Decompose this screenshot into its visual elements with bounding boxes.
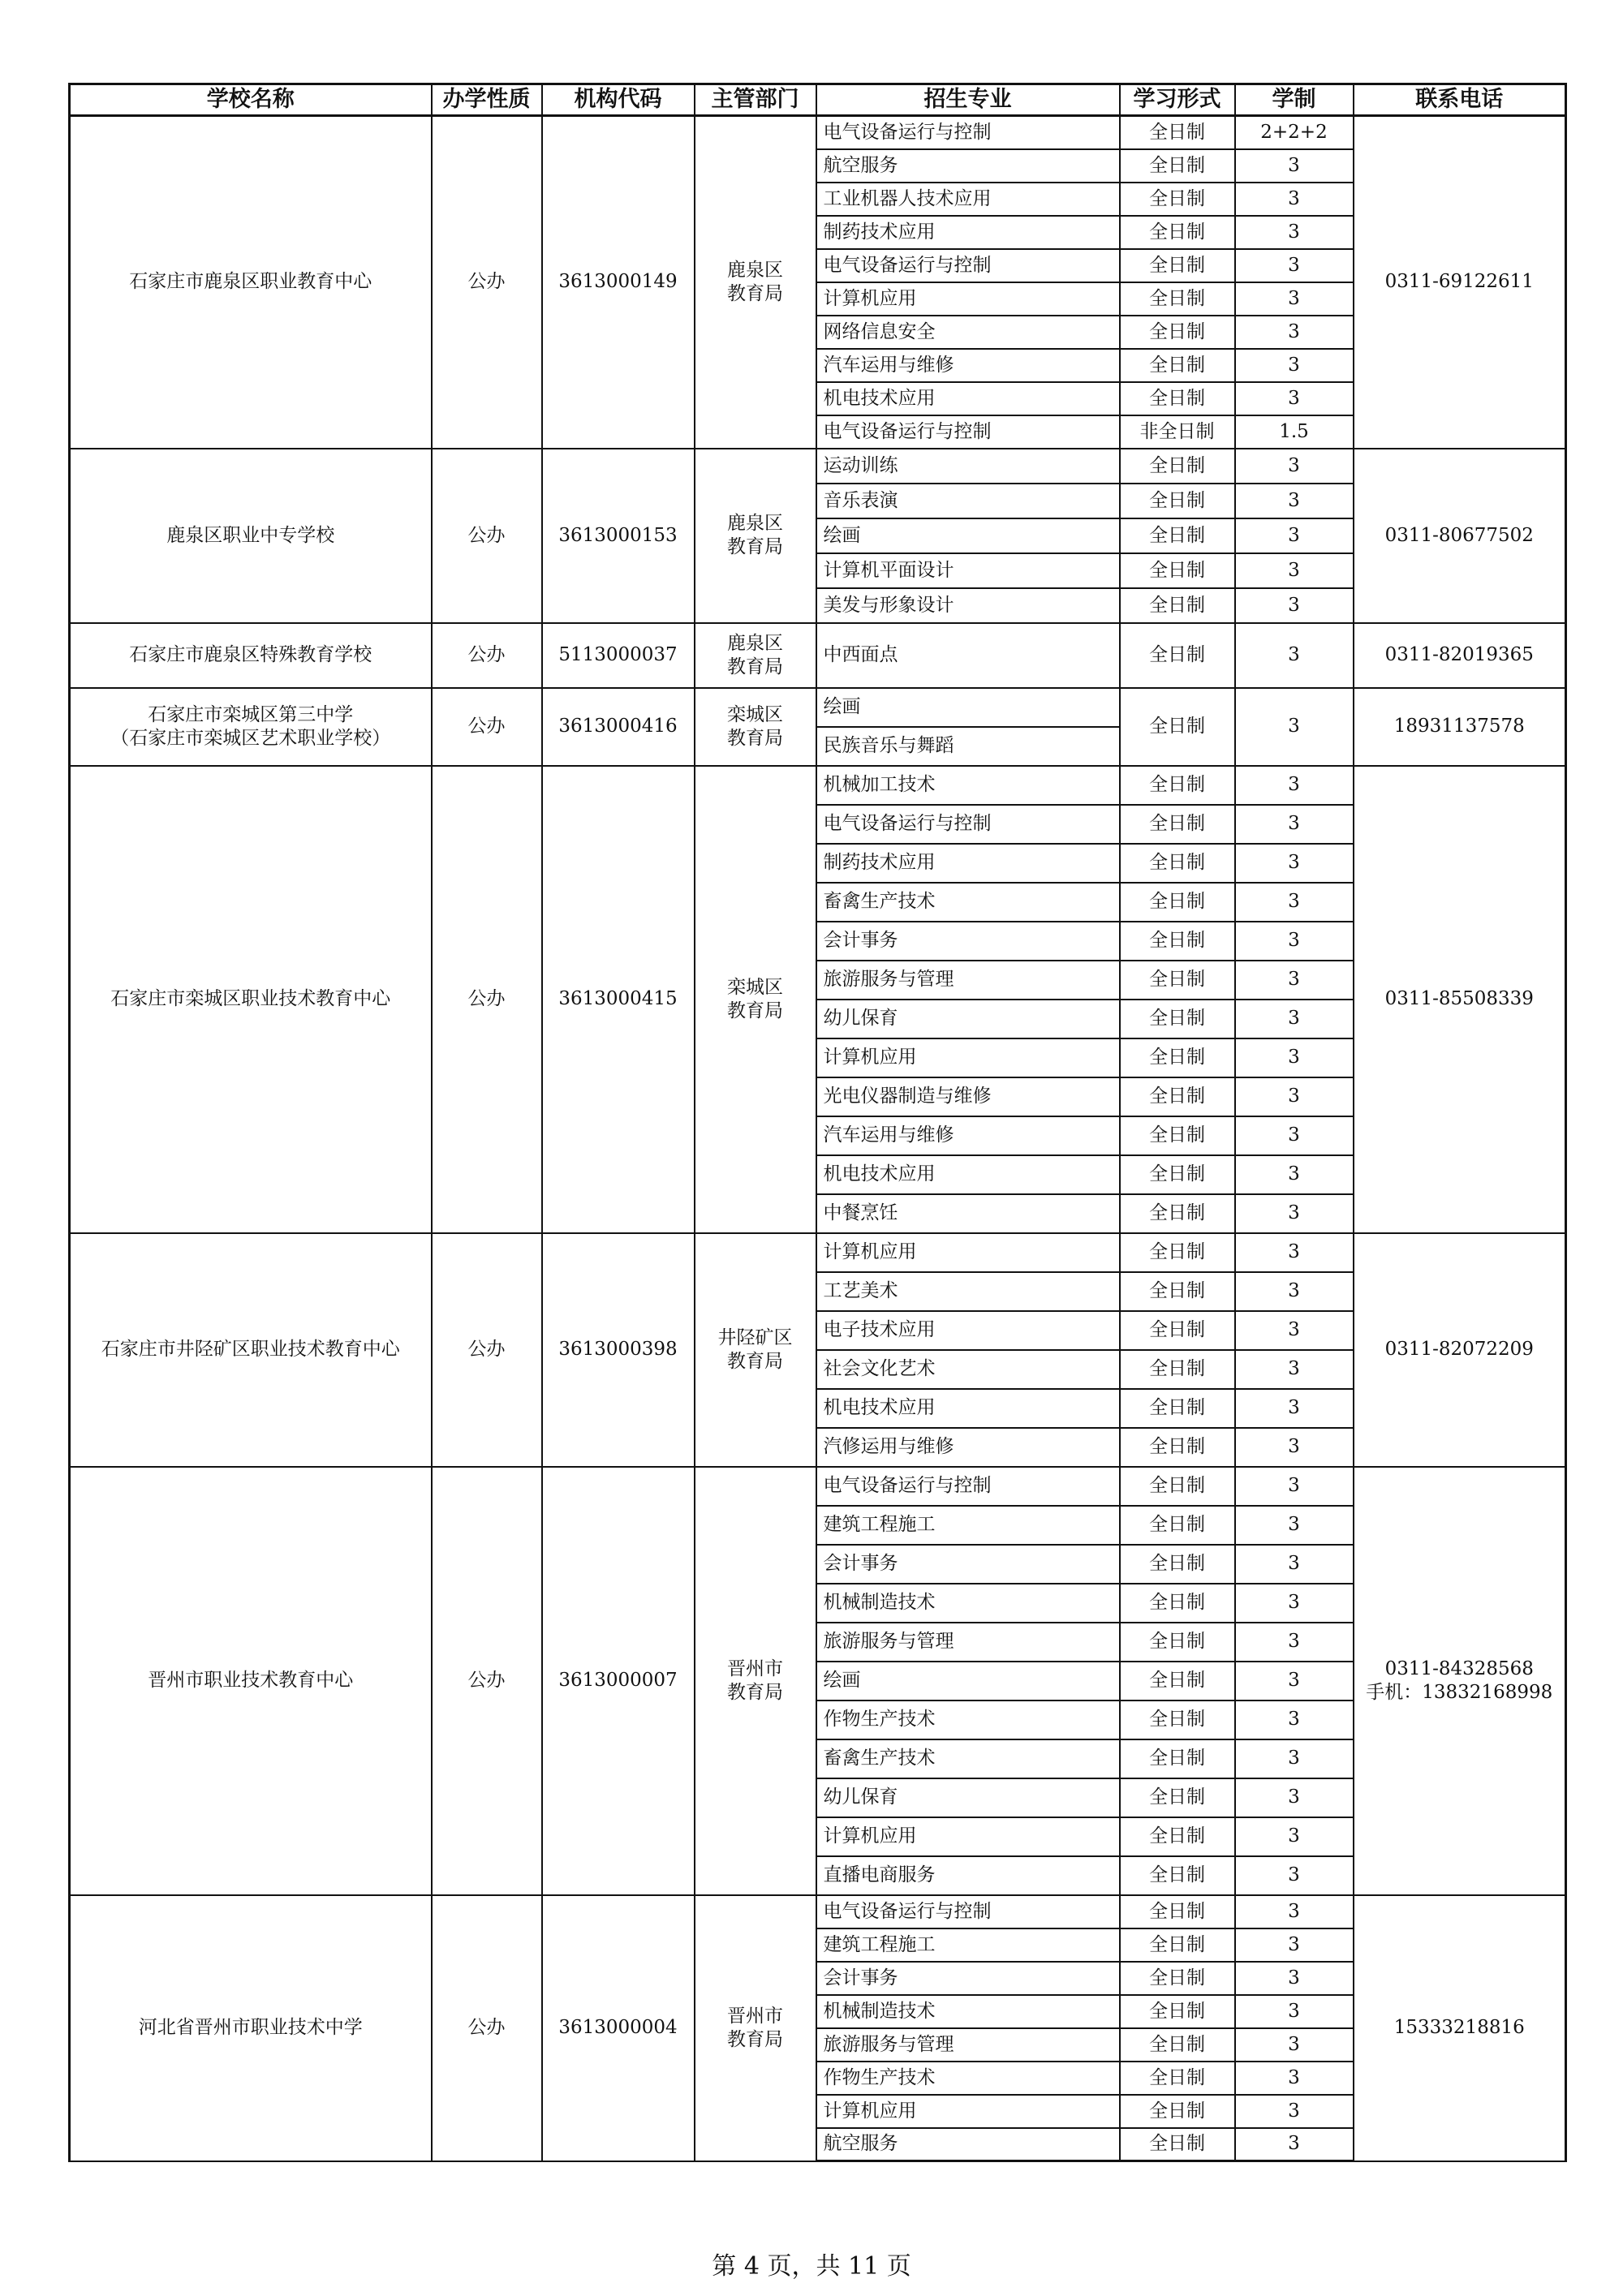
major-name: 直播电商服务 [816, 1856, 1120, 1895]
contact-phone: 0311-69122611 [1354, 116, 1566, 449]
major-name: 会计事务 [816, 922, 1120, 961]
study-years: 3 [1235, 2028, 1354, 2062]
institution-code: 3613000149 [542, 116, 695, 449]
study-form: 全日制 [1120, 1194, 1235, 1233]
table-row [70, 1467, 1566, 1506]
study-form: 全日制 [1120, 382, 1235, 415]
study-years: 3 [1235, 688, 1354, 766]
major-name: 畜禽生产技术 [816, 883, 1120, 922]
study-years: 3 [1235, 1817, 1354, 1856]
study-years: 3 [1235, 2128, 1354, 2161]
header-dept: 主管部门 [695, 84, 816, 116]
study-years: 3 [1235, 316, 1354, 349]
study-form: 全日制 [1120, 1856, 1235, 1895]
study-form: 全日制 [1120, 1895, 1235, 1928]
school-name: 河北省晋州市职业技术中学 [70, 1895, 432, 2161]
study-years: 3 [1235, 1662, 1354, 1701]
major-name: 航空服务 [816, 149, 1120, 183]
major-name: 旅游服务与管理 [816, 961, 1120, 1000]
study-years: 3 [1235, 249, 1354, 282]
supervising-dept: 晋州市 教育局 [695, 1467, 816, 1895]
study-form: 全日制 [1120, 844, 1235, 883]
study-form: 全日制 [1120, 1995, 1235, 2028]
supervising-dept: 栾城区 教育局 [695, 766, 816, 1233]
major-name: 电气设备运行与控制 [816, 1467, 1120, 1506]
study-years: 3 [1235, 623, 1354, 688]
study-years: 3 [1235, 1272, 1354, 1311]
major-name: 电气设备运行与控制 [816, 1895, 1120, 1928]
study-years: 3 [1235, 961, 1354, 1000]
study-years: 3 [1235, 1701, 1354, 1739]
major-name: 美发与形象设计 [816, 588, 1120, 623]
major-name: 作物生产技术 [816, 1701, 1120, 1739]
table-row [70, 623, 1566, 688]
major-name: 工业机器人技术应用 [816, 183, 1120, 216]
study-years: 3 [1235, 1467, 1354, 1506]
major-name: 计算机应用 [816, 1817, 1120, 1856]
major-name: 幼儿保育 [816, 1778, 1120, 1817]
study-years: 3 [1235, 1155, 1354, 1194]
study-years: 3 [1235, 518, 1354, 553]
study-form: 全日制 [1120, 805, 1235, 844]
institution-code: 3613000007 [542, 1467, 695, 1895]
header-form: 学习形式 [1120, 84, 1235, 116]
study-form: 全日制 [1120, 1584, 1235, 1623]
major-name: 会计事务 [816, 1545, 1120, 1584]
supervising-dept: 晋州市 教育局 [695, 1895, 816, 2161]
study-form: 全日制 [1120, 1233, 1235, 1272]
study-form: 非全日制 [1120, 415, 1235, 449]
page-footer: 第 4 页，共 11 页 [712, 2252, 911, 2281]
contact-phone: 0311-82072209 [1354, 1233, 1566, 1467]
enrollment-table [68, 83, 1567, 2162]
major-name: 民族音乐与舞蹈 [816, 727, 1120, 766]
contact-phone: 18931137578 [1354, 688, 1566, 766]
supervising-dept: 鹿泉区 教育局 [695, 449, 816, 623]
major-name: 计算机应用 [816, 282, 1120, 316]
supervising-dept: 鹿泉区 教育局 [695, 116, 816, 449]
table-row [70, 766, 1566, 805]
school-nature: 公办 [432, 1895, 542, 2161]
major-name: 工艺美术 [816, 1272, 1120, 1311]
table-row [70, 116, 1566, 149]
major-name: 绘画 [816, 688, 1120, 727]
study-form: 全日制 [1120, 2028, 1235, 2062]
study-form: 全日制 [1120, 1928, 1235, 1962]
major-name: 航空服务 [816, 2128, 1120, 2161]
table-row [70, 688, 1566, 727]
study-form: 全日制 [1120, 1701, 1235, 1739]
study-years: 3 [1235, 1116, 1354, 1155]
major-name: 机械加工技术 [816, 766, 1120, 805]
study-years: 3 [1235, 149, 1354, 183]
study-form: 全日制 [1120, 2128, 1235, 2161]
study-years: 3 [1235, 1350, 1354, 1389]
major-name: 中西面点 [816, 623, 1120, 688]
school-nature: 公办 [432, 688, 542, 766]
major-name: 机械制造技术 [816, 1584, 1120, 1623]
study-form: 全日制 [1120, 1155, 1235, 1194]
major-name: 幼儿保育 [816, 1000, 1120, 1038]
major-name: 机电技术应用 [816, 1155, 1120, 1194]
header-nature: 办学性质 [432, 84, 542, 116]
major-name: 作物生产技术 [816, 2062, 1120, 2095]
study-form: 全日制 [1120, 1467, 1235, 1506]
institution-code: 3613000004 [542, 1895, 695, 2161]
study-form: 全日制 [1120, 116, 1235, 149]
major-name: 音乐表演 [816, 484, 1120, 518]
study-years: 3 [1235, 1545, 1354, 1584]
study-form: 全日制 [1120, 518, 1235, 553]
contact-phone: 0311-80677502 [1354, 449, 1566, 623]
study-form: 全日制 [1120, 484, 1235, 518]
study-years: 3 [1235, 1623, 1354, 1662]
major-name: 建筑工程施工 [816, 1506, 1120, 1545]
study-form: 全日制 [1120, 688, 1235, 766]
study-form: 全日制 [1120, 553, 1235, 588]
major-name: 汽修运用与维修 [816, 1428, 1120, 1467]
study-years: 3 [1235, 1928, 1354, 1962]
study-years: 3 [1235, 449, 1354, 484]
study-form: 全日制 [1120, 1739, 1235, 1778]
study-years: 3 [1235, 1856, 1354, 1895]
study-years: 3 [1235, 1077, 1354, 1116]
study-years: 3 [1235, 1389, 1354, 1428]
major-name: 绘画 [816, 1662, 1120, 1701]
study-years: 3 [1235, 1995, 1354, 2028]
study-form: 全日制 [1120, 1662, 1235, 1701]
study-form: 全日制 [1120, 449, 1235, 484]
major-name: 绘画 [816, 518, 1120, 553]
study-years: 3 [1235, 805, 1354, 844]
study-years: 3 [1235, 1194, 1354, 1233]
study-years: 3 [1235, 883, 1354, 922]
supervising-dept: 井陉矿区 教育局 [695, 1233, 816, 1467]
major-name: 汽车运用与维修 [816, 349, 1120, 382]
major-name: 电气设备运行与控制 [816, 415, 1120, 449]
major-name: 制药技术应用 [816, 844, 1120, 883]
study-years: 3 [1235, 382, 1354, 415]
study-years: 3 [1235, 1233, 1354, 1272]
major-name: 机电技术应用 [816, 1389, 1120, 1428]
major-name: 网络信息安全 [816, 316, 1120, 349]
supervising-dept: 鹿泉区 教育局 [695, 623, 816, 688]
study-years: 3 [1235, 183, 1354, 216]
major-name: 运动训练 [816, 449, 1120, 484]
major-name: 计算机应用 [816, 1038, 1120, 1077]
study-form: 全日制 [1120, 1077, 1235, 1116]
study-form: 全日制 [1120, 588, 1235, 623]
school-name: 石家庄市栾城区职业技术教育中心 [70, 766, 432, 1233]
major-name: 电气设备运行与控制 [816, 249, 1120, 282]
study-years: 3 [1235, 1311, 1354, 1350]
study-years: 2+2+2 [1235, 116, 1354, 149]
study-years: 3 [1235, 1739, 1354, 1778]
header-years: 学制 [1235, 84, 1354, 116]
study-years: 3 [1235, 844, 1354, 883]
study-years: 3 [1235, 1428, 1354, 1467]
header-code: 机构代码 [542, 84, 695, 116]
major-name: 中餐烹饪 [816, 1194, 1120, 1233]
school-name: 石家庄市栾城区第三中学 （石家庄市栾城区艺术职业学校） [70, 688, 432, 766]
header-phone: 联系电话 [1354, 84, 1566, 116]
study-form: 全日制 [1120, 282, 1235, 316]
school-nature: 公办 [432, 623, 542, 688]
study-form: 全日制 [1120, 1000, 1235, 1038]
study-years: 3 [1235, 553, 1354, 588]
supervising-dept: 栾城区 教育局 [695, 688, 816, 766]
header-row [70, 84, 1566, 116]
header-major: 招生专业 [816, 84, 1120, 116]
study-form: 全日制 [1120, 1389, 1235, 1428]
study-years: 3 [1235, 1038, 1354, 1077]
study-form: 全日制 [1120, 1428, 1235, 1467]
study-form: 全日制 [1120, 766, 1235, 805]
contact-phone: 15333218816 [1354, 1895, 1566, 2161]
school-name: 石家庄市井陉矿区职业技术教育中心 [70, 1233, 432, 1467]
study-form: 全日制 [1120, 922, 1235, 961]
major-name: 旅游服务与管理 [816, 2028, 1120, 2062]
study-form: 全日制 [1120, 1623, 1235, 1662]
study-form: 全日制 [1120, 1778, 1235, 1817]
table-row [70, 449, 1566, 484]
study-form: 全日制 [1120, 623, 1235, 688]
study-form: 全日制 [1120, 1272, 1235, 1311]
study-form: 全日制 [1120, 1311, 1235, 1350]
study-form: 全日制 [1120, 349, 1235, 382]
study-form: 全日制 [1120, 316, 1235, 349]
study-form: 全日制 [1120, 2062, 1235, 2095]
major-name: 电子技术应用 [816, 1311, 1120, 1350]
header-school-name: 学校名称 [70, 84, 432, 116]
study-form: 全日制 [1120, 249, 1235, 282]
school-nature: 公办 [432, 116, 542, 449]
study-form: 全日制 [1120, 1506, 1235, 1545]
major-name: 计算机平面设计 [816, 553, 1120, 588]
major-name: 电气设备运行与控制 [816, 116, 1120, 149]
study-years: 1.5 [1235, 415, 1354, 449]
school-nature: 公办 [432, 1233, 542, 1467]
study-years: 3 [1235, 922, 1354, 961]
table-row [70, 1233, 1566, 1272]
major-name: 旅游服务与管理 [816, 1623, 1120, 1662]
contact-phone: 0311-85508339 [1354, 766, 1566, 1233]
study-years: 3 [1235, 349, 1354, 382]
study-years: 3 [1235, 1000, 1354, 1038]
study-years: 3 [1235, 766, 1354, 805]
study-form: 全日制 [1120, 1545, 1235, 1584]
contact-phone: 0311-84328568 手机：13832168998 [1354, 1467, 1566, 1895]
study-years: 3 [1235, 1778, 1354, 1817]
study-form: 全日制 [1120, 1116, 1235, 1155]
major-name: 电气设备运行与控制 [816, 805, 1120, 844]
table-body [70, 116, 1566, 2161]
study-form: 全日制 [1120, 216, 1235, 249]
study-form: 全日制 [1120, 1817, 1235, 1856]
table-row [70, 1895, 1566, 1928]
study-form: 全日制 [1120, 2095, 1235, 2128]
institution-code: 5113000037 [542, 623, 695, 688]
study-years: 3 [1235, 1584, 1354, 1623]
school-nature: 公办 [432, 449, 542, 623]
school-name: 鹿泉区职业中专学校 [70, 449, 432, 623]
study-form: 全日制 [1120, 1962, 1235, 1995]
institution-code: 3613000398 [542, 1233, 695, 1467]
major-name: 计算机应用 [816, 1233, 1120, 1272]
school-nature: 公办 [432, 766, 542, 1233]
school-name: 晋州市职业技术教育中心 [70, 1467, 432, 1895]
study-form: 全日制 [1120, 149, 1235, 183]
study-form: 全日制 [1120, 1038, 1235, 1077]
major-name: 汽车运用与维修 [816, 1116, 1120, 1155]
study-years: 3 [1235, 1506, 1354, 1545]
major-name: 社会文化艺术 [816, 1350, 1120, 1389]
school-name: 石家庄市鹿泉区职业教育中心 [70, 116, 432, 449]
major-name: 制药技术应用 [816, 216, 1120, 249]
school-name: 石家庄市鹿泉区特殊教育学校 [70, 623, 432, 688]
school-nature: 公办 [432, 1467, 542, 1895]
study-years: 3 [1235, 588, 1354, 623]
major-name: 光电仪器制造与维修 [816, 1077, 1120, 1116]
major-name: 机电技术应用 [816, 382, 1120, 415]
major-name: 会计事务 [816, 1962, 1120, 1995]
study-form: 全日制 [1120, 961, 1235, 1000]
major-name: 畜禽生产技术 [816, 1739, 1120, 1778]
institution-code: 3613000416 [542, 688, 695, 766]
study-years: 3 [1235, 2095, 1354, 2128]
major-name: 计算机应用 [816, 2095, 1120, 2128]
contact-phone: 0311-82019365 [1354, 623, 1566, 688]
institution-code: 3613000153 [542, 449, 695, 623]
study-years: 3 [1235, 216, 1354, 249]
study-form: 全日制 [1120, 1350, 1235, 1389]
study-form: 全日制 [1120, 183, 1235, 216]
major-name: 机械制造技术 [816, 1995, 1120, 2028]
study-years: 3 [1235, 1962, 1354, 1995]
institution-code: 3613000415 [542, 766, 695, 1233]
study-form: 全日制 [1120, 883, 1235, 922]
study-years: 3 [1235, 282, 1354, 316]
study-years: 3 [1235, 484, 1354, 518]
major-name: 建筑工程施工 [816, 1928, 1120, 1962]
study-years: 3 [1235, 2062, 1354, 2095]
study-years: 3 [1235, 1895, 1354, 1928]
